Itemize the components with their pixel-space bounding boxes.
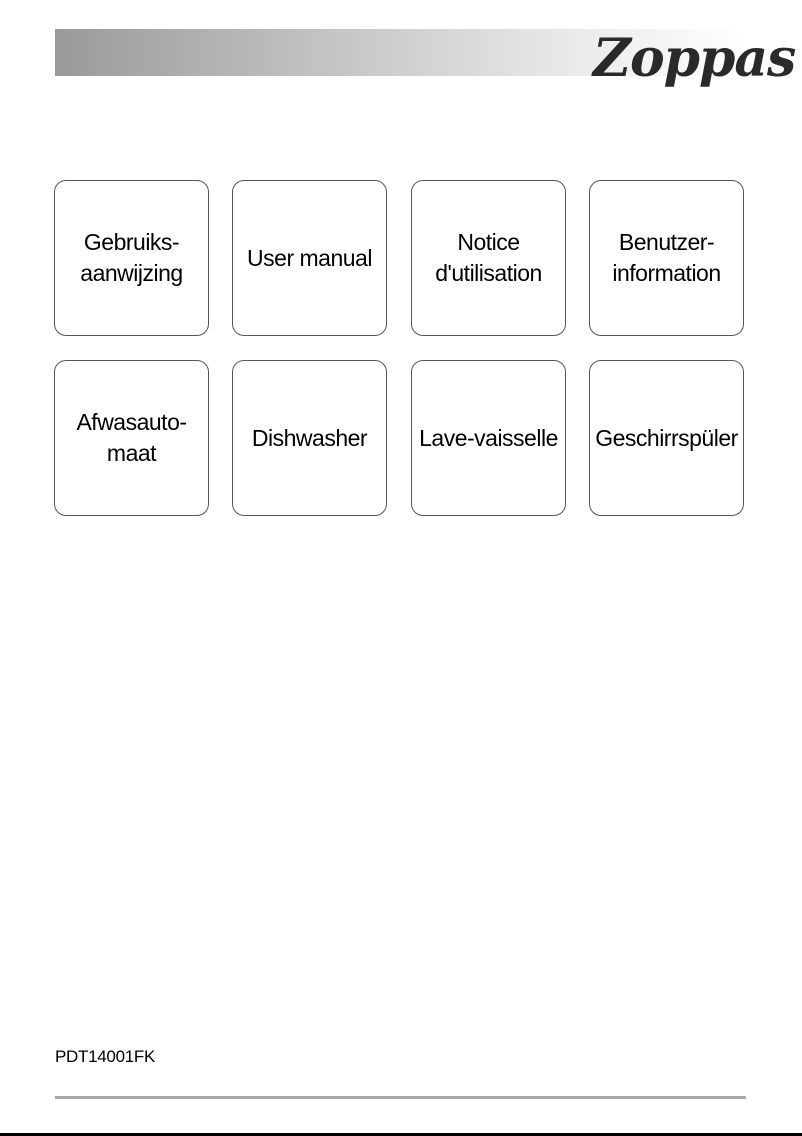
box-geschirrspueler bbox=[589, 360, 744, 516]
box-gebruiksaanwijzing bbox=[54, 180, 209, 336]
footer-divider bbox=[55, 1096, 746, 1099]
box-label: Dishwasher bbox=[251, 424, 368, 451]
box-label: User manual bbox=[247, 244, 372, 271]
box-label: Afwasauto- maat bbox=[76, 409, 187, 466]
brand-logo: Zoppas bbox=[593, 28, 796, 89]
box-label: Geschirrspüler bbox=[595, 424, 738, 451]
appliance-type-row bbox=[54, 360, 747, 518]
box-notice bbox=[411, 180, 566, 336]
box-afwasautomaat bbox=[54, 360, 209, 516]
box-label: Gebruiks- aanwijzing bbox=[80, 229, 183, 286]
box-label: Lave-vaisselle bbox=[419, 424, 558, 451]
box-user-manual bbox=[232, 180, 387, 336]
box-dishwasher bbox=[232, 360, 387, 516]
box-benutzerinformation bbox=[589, 180, 744, 336]
box-lave-vaisselle bbox=[411, 360, 566, 516]
document-type-row bbox=[54, 180, 747, 338]
product-code: PDT14001FK bbox=[55, 1047, 155, 1066]
box-label: Benutzer- information bbox=[612, 229, 721, 286]
box-label: Notice d'utilisation bbox=[435, 229, 542, 286]
